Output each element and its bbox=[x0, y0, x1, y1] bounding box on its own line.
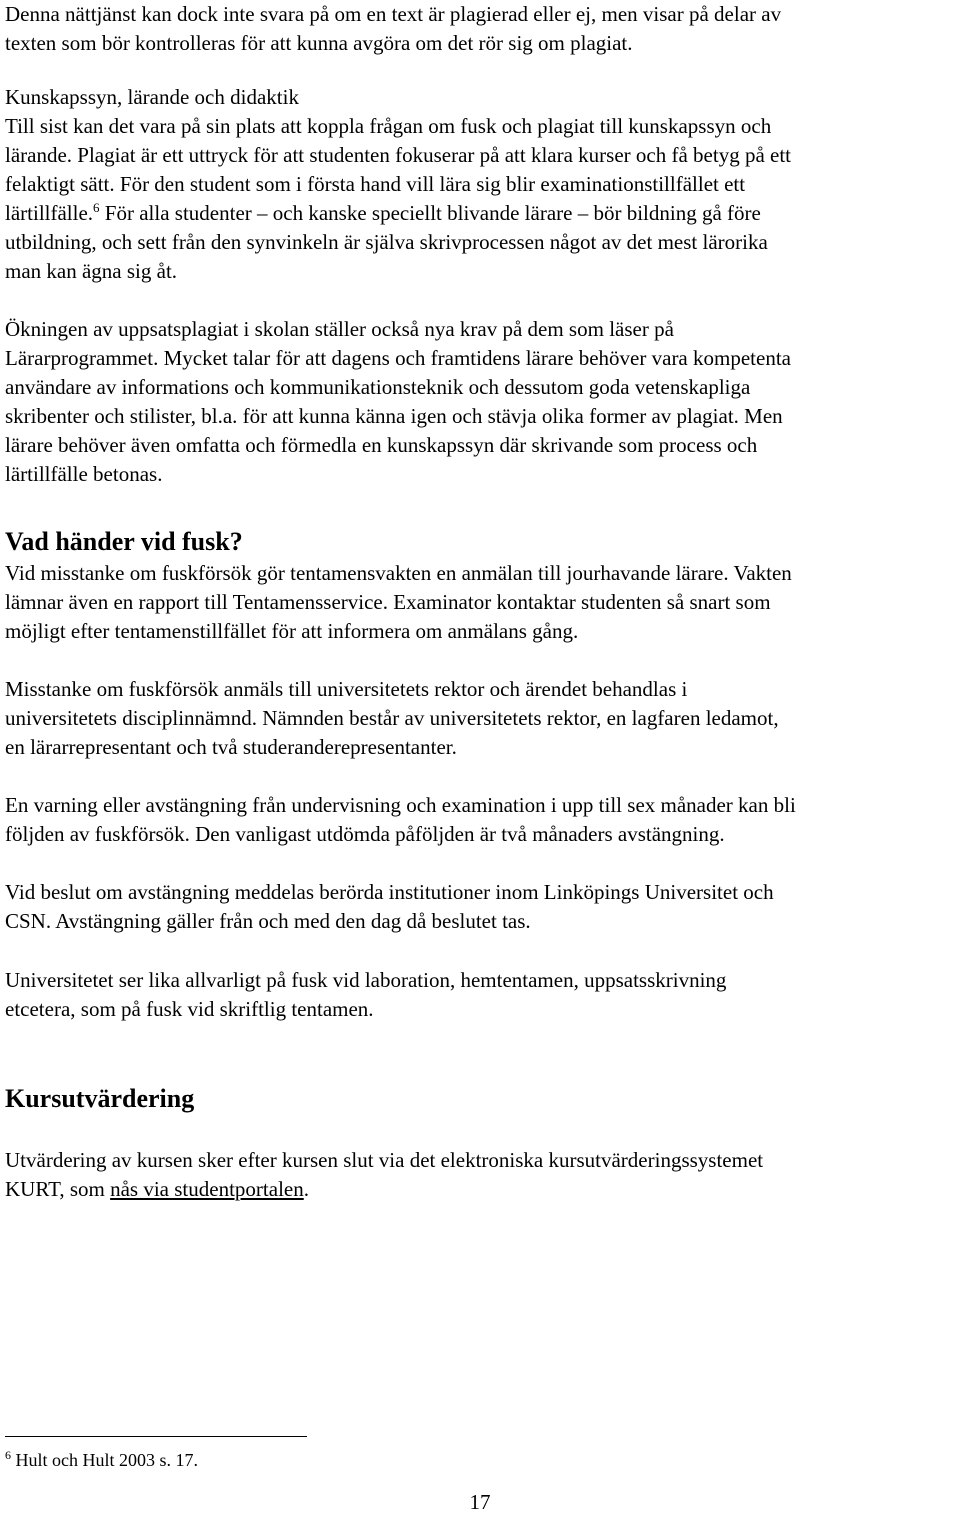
section-subtitle: Kunskapssyn, lärande och didaktik bbox=[5, 85, 299, 109]
paragraph-varning: En varning eller avstängning från undervisning och examination i upp till sex månader kan bli följden av fuskförsök. Den vanligast utdömda påföljden är två månaders avstängning. bbox=[5, 793, 796, 846]
paragraph-allvarligt: Universitetet ser lika allvarligt på fusk vid laboration, hemtentamen, uppsatsskrivning etcetera, som på fusk vid skriftlig tentamen. bbox=[5, 968, 727, 1021]
paragraph-kunskapssyn: Kunskapssyn, lärande och didaktik Till sist kan det vara på sin plats att koppla frågan om fusk och plagiat till kunskapssyn och lärande. Plagiat är ett uttryck för att studenten fokuserar på att klara kurser och få betyg på ett felaktigt sätt. För den student som i första hand vill lära sig blir examinationstillfället ett lärtillfälle.$^6$ För alla studenter – och kanske speciellt blivande lärare – bör bildning gå före utbildning, och sett från den synvinkeln är själva skrivprocessen något av det mest lärorika man kan ägna sig åt. bbox=[5, 83, 957, 286]
heading-kursutvardering: Kursutvärdering bbox=[5, 1084, 195, 1113]
studentportalen-link[interactable]: nås via studentportalen bbox=[110, 1177, 304, 1201]
footnote-number: 6 bbox=[5, 1448, 11, 1462]
paragraph-kursutvardering: Utvärdering av kursen sker efter kursen slut via det elektroniska kursutvärderingssystemet KURT, som nås via studentportalen. bbox=[5, 1148, 764, 1201]
paragraph-misstanke-fusk: Vid misstanke om fuskförsök gör tentamensvakten en anmälan till jourhavande lärare. Vakten lämnar även en rapport till Tentamensservice. Examinator kontaktar studenten så snart som möjligt efter tentamenstillfället för att informera om anmälans gång. bbox=[5, 561, 792, 643]
footnote: $^6$ Hult och Hult 2003 s. 17. bbox=[5, 1448, 198, 1470]
paragraph-beslut: Vid beslut om avstängning meddelas berörda institutioner inom Linköpings Universitet och CSN. Avstängning gäller från och med den dag då beslutet tas. bbox=[5, 880, 774, 933]
paragraph-disciplinnamnd: Misstanke om fuskförsök anmäls till universitetets rektor och ärendet behandlas i universitetets disciplinnämnd. Nämnden består av universitetets rektor, en lagfaren ledamot, en lärarrepresentant och två studeranderepresentanter. bbox=[5, 677, 779, 759]
footnote-reference: 6 bbox=[93, 200, 100, 215]
footnote-divider bbox=[5, 1436, 307, 1437]
page-number: 17 bbox=[469, 1490, 491, 1514]
paragraph-uppsatsplagiat: Ökningen av uppsatsplagiat i skolan ställer också nya krav på dem som läser på Lärarprogrammet. Mycket talar för att dagens och framtidens lärare behöver vara kompetenta användare av informations och kommunikationsteknik och dessutom goda vetenskapliga skribenter och stilister, bl.a. för att kunna känna igen och stävja olika former av plagiat. Men lärare behöver även omfatta och förmedla en kunskapssyn där skrivande som process och lärtillfälle betonas. bbox=[5, 317, 791, 486]
paragraph-plagiarism-service: Denna nättjänst kan dock inte svara på om en text är plagierad eller ej, men visar på delar av texten som bör kontrolleras för att kunna avgöra om det rör sig om plagiat. bbox=[5, 2, 782, 55]
heading-vad-hander-vid-fusk: Vad händer vid fusk? bbox=[5, 527, 243, 556]
